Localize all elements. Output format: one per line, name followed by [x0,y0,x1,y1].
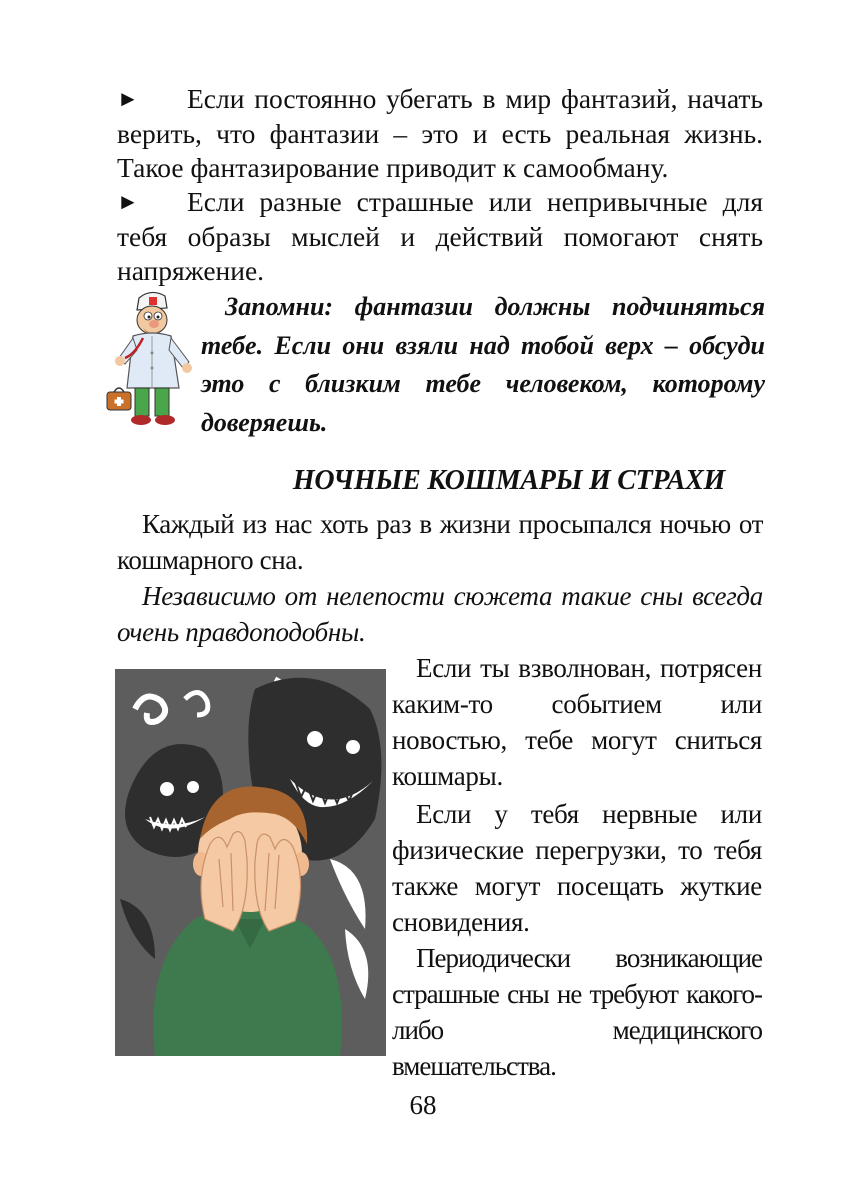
bullet-item [117,82,763,186]
nightmare-boy-illustration [115,669,386,1056]
bullet-item [117,185,763,289]
doctor-character-icon [105,288,201,433]
side-paragraph: Если у тебя нервные или физические перегрузки, то тебя также могут посещать жуткие сновидения. [392,799,762,937]
side-paragraph: Периодически возникающие страшные сны не требуют какого-либо медицинского вмешательства. [392,943,762,1081]
triangle-bullet-icon: ► [117,189,139,214]
bullet-text: Если разные страшные или непривычные для тебя образы мыслей и действий помогают снять напряжение. [117,186,763,286]
side-paragraph: Если ты взволнован, потрясен каким-то событием или новостью, тебе могут сниться кошмары. [392,653,762,791]
section-title: НОЧНЫЕ КОШМАРЫ И СТРАХИ [292,465,725,496]
intro-paragraph: Каждый из нас хоть раз в жизни просыпался ночью от кошмарного сна. [117,509,763,575]
remember-text: Запомни: фантазии должны подчиняться тебе. Если они взяли над тобой верх – обсуди это с близким тебе человеком, которому доверяешь. [201,292,765,437]
remember-note [105,288,765,437]
bullet-text: Если постоянно убегать в мир фантазий, начать верить, что фантазии – это и есть реальная жизнь. Такое фантазирование приводит к самообману. [117,83,763,183]
intro-italic-paragraph: Независимо от нелепости сюжета такие сны всегда очень правдоподобны. [117,581,763,647]
page-number: 68 [409,1090,437,1120]
triangle-bullet-icon: ► [117,86,139,111]
